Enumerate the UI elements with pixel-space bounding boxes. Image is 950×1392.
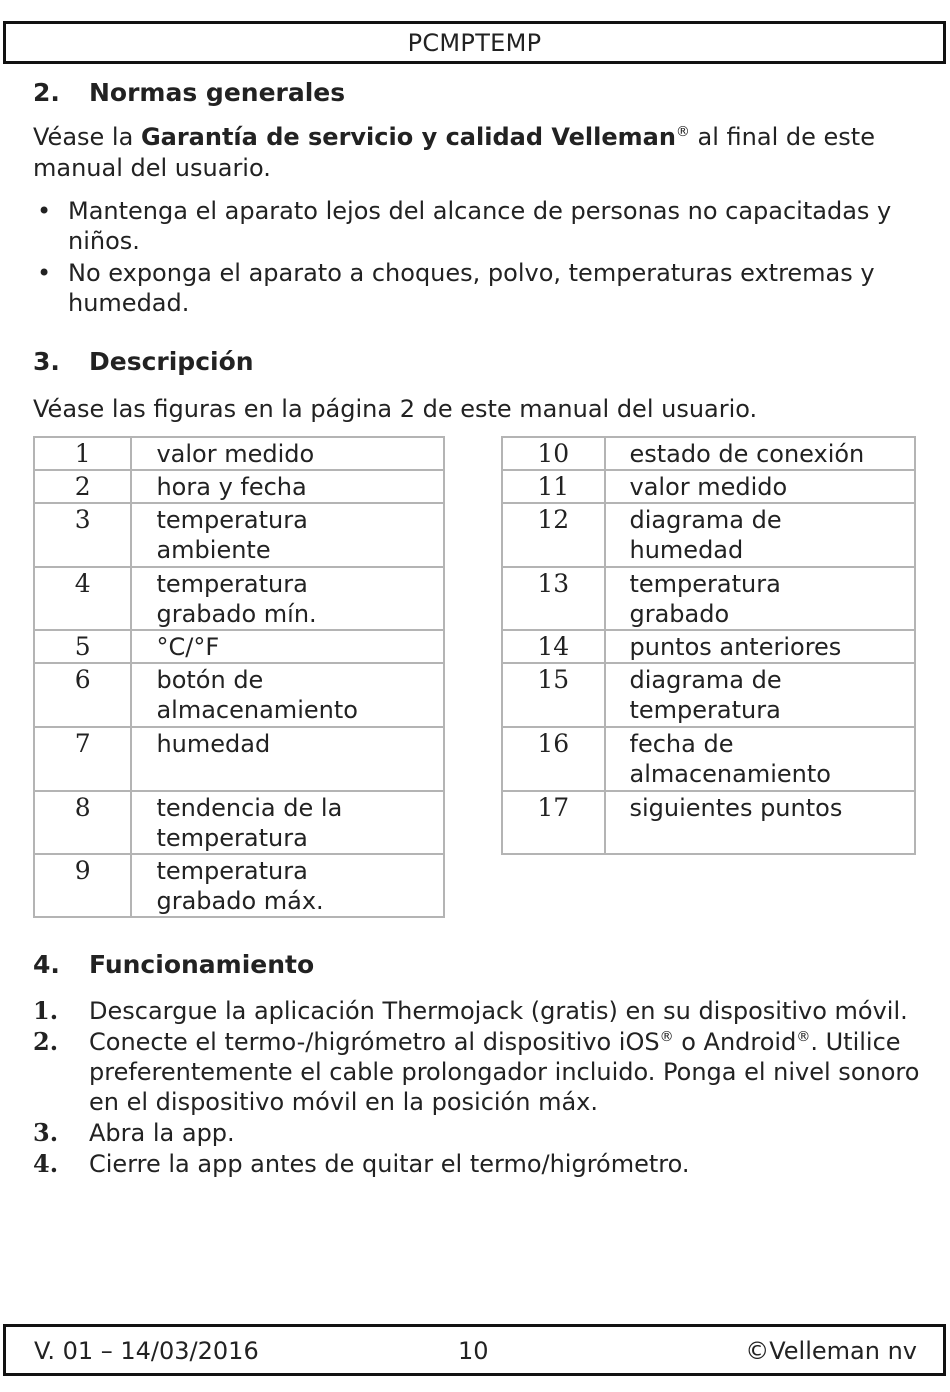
item-number: 7 <box>34 727 131 791</box>
table-row <box>502 567 915 630</box>
step-text-c: . Utilice preferentemente el cable prolongador incluido. Ponga el nivel sonoro en el dispositivo móvil en la posición máx. <box>89 1028 920 1116</box>
item-text: valor medido <box>131 437 444 470</box>
registered-mark: ® <box>675 124 690 140</box>
step-number: 3. <box>33 1118 59 1147</box>
section-2-number: 2. <box>33 78 60 107</box>
item-text: botón de almacenamiento <box>131 663 444 727</box>
item-text: valor medido <box>605 470 916 503</box>
item-number: 6 <box>34 663 131 727</box>
item-text: fecha de almacenamiento <box>605 727 916 791</box>
description-table-left <box>33 436 445 918</box>
section-2-intro <box>33 122 923 184</box>
step-text-a: Conecte el termo-/higrómetro al dispositivo iOS <box>89 1028 660 1056</box>
intro-pre: Véase la <box>33 123 141 151</box>
item-number: 11 <box>502 470 605 503</box>
item-text: diagrama de temperatura <box>605 663 916 727</box>
item-text: diagrama de humedad <box>605 503 916 567</box>
item-number: 8 <box>34 791 131 854</box>
item-text: estado de conexión <box>605 437 916 470</box>
description-table-right <box>501 436 916 855</box>
section-3-number: 3. <box>33 347 60 376</box>
table-row <box>34 663 444 727</box>
table-row <box>34 567 444 630</box>
section-4-step-list <box>33 996 923 1180</box>
section-2-heading <box>33 78 345 107</box>
item-text: temperatura ambiente <box>131 503 444 567</box>
table-row <box>502 503 915 567</box>
section-3-title: Descripción <box>89 347 254 376</box>
item-number: 4 <box>34 567 131 630</box>
table-row <box>502 791 915 854</box>
step-number: 2. <box>33 1027 59 1056</box>
section-4-heading <box>33 950 314 979</box>
item-text: siguientes puntos <box>605 791 916 854</box>
list-item <box>33 1118 923 1148</box>
table-row <box>34 503 444 567</box>
item-text: puntos anteriores <box>605 630 916 663</box>
section-3-intro: Véase las figuras en la página 2 de este manual del usuario. <box>33 395 758 423</box>
item-number: 15 <box>502 663 605 727</box>
table-row <box>502 630 915 663</box>
item-number: 1 <box>34 437 131 470</box>
bullet-icon: • <box>37 259 52 287</box>
bullet-text: No exponga el aparato a choques, polvo, temperaturas extremas y humedad. <box>68 259 875 317</box>
item-number: 10 <box>502 437 605 470</box>
item-number: 13 <box>502 567 605 630</box>
bullet-icon: • <box>37 197 52 225</box>
section-3-heading <box>33 347 254 376</box>
item-text: humedad <box>131 727 444 791</box>
step-text: Abra la app. <box>89 1119 235 1147</box>
item-text: temperatura grabado máx. <box>131 854 444 917</box>
item-number: 9 <box>34 854 131 917</box>
section-4-number: 4. <box>33 950 60 979</box>
footer-copyright: ©Velleman nv <box>745 1337 917 1365</box>
list-item <box>33 1027 923 1117</box>
table-row <box>502 663 915 727</box>
page-header <box>3 21 946 64</box>
header-title: PCMPTEMP <box>407 28 542 57</box>
section-2-title: Normas generales <box>89 78 346 107</box>
item-text: °C/°F <box>131 630 444 663</box>
item-text: temperatura grabado <box>605 567 916 630</box>
table-row <box>34 437 444 470</box>
table-row <box>502 437 915 470</box>
list-item <box>33 196 923 256</box>
table-row <box>34 470 444 503</box>
item-number: 16 <box>502 727 605 791</box>
bullet-text: Mantenga el aparato lejos del alcance de personas no capacitadas y niños. <box>68 197 892 255</box>
list-item <box>33 1149 923 1179</box>
step-number: 1. <box>33 996 59 1025</box>
item-text: temperatura grabado mín. <box>131 567 444 630</box>
list-item <box>33 996 923 1026</box>
item-number: 12 <box>502 503 605 567</box>
table-row <box>34 791 444 854</box>
item-text: tendencia de la temperatura <box>131 791 444 854</box>
item-number: 3 <box>34 503 131 567</box>
step-text-b: o Android <box>673 1028 797 1056</box>
section-4-title: Funcionamiento <box>89 950 315 979</box>
registered-mark: ® <box>659 1029 674 1045</box>
footer-page-number: 10 <box>458 1337 489 1365</box>
table-row <box>502 727 915 791</box>
intro-post: al final de este manual del usuario. <box>33 123 875 182</box>
footer-version: V. 01 – 14/03/2016 <box>34 1337 259 1365</box>
page-footer <box>3 1324 946 1376</box>
item-number: 5 <box>34 630 131 663</box>
section-2-bullet-list <box>33 196 923 320</box>
table-row <box>34 727 444 791</box>
intro-bold: Garantía de servicio y calidad Velleman <box>140 123 676 151</box>
table-row <box>502 470 915 503</box>
step-number: 4. <box>33 1149 59 1178</box>
step-text: Descargue la aplicación Thermojack (gratis) en su dispositivo móvil. <box>89 997 908 1025</box>
item-number: 2 <box>34 470 131 503</box>
item-number: 17 <box>502 791 605 854</box>
table-row <box>34 630 444 663</box>
list-item <box>33 258 923 318</box>
registered-mark: ® <box>796 1029 811 1045</box>
item-text: hora y fecha <box>131 470 444 503</box>
item-number: 14 <box>502 630 605 663</box>
table-row <box>34 854 444 917</box>
step-text: Cierre la app antes de quitar el termo/higrómetro. <box>89 1150 690 1178</box>
